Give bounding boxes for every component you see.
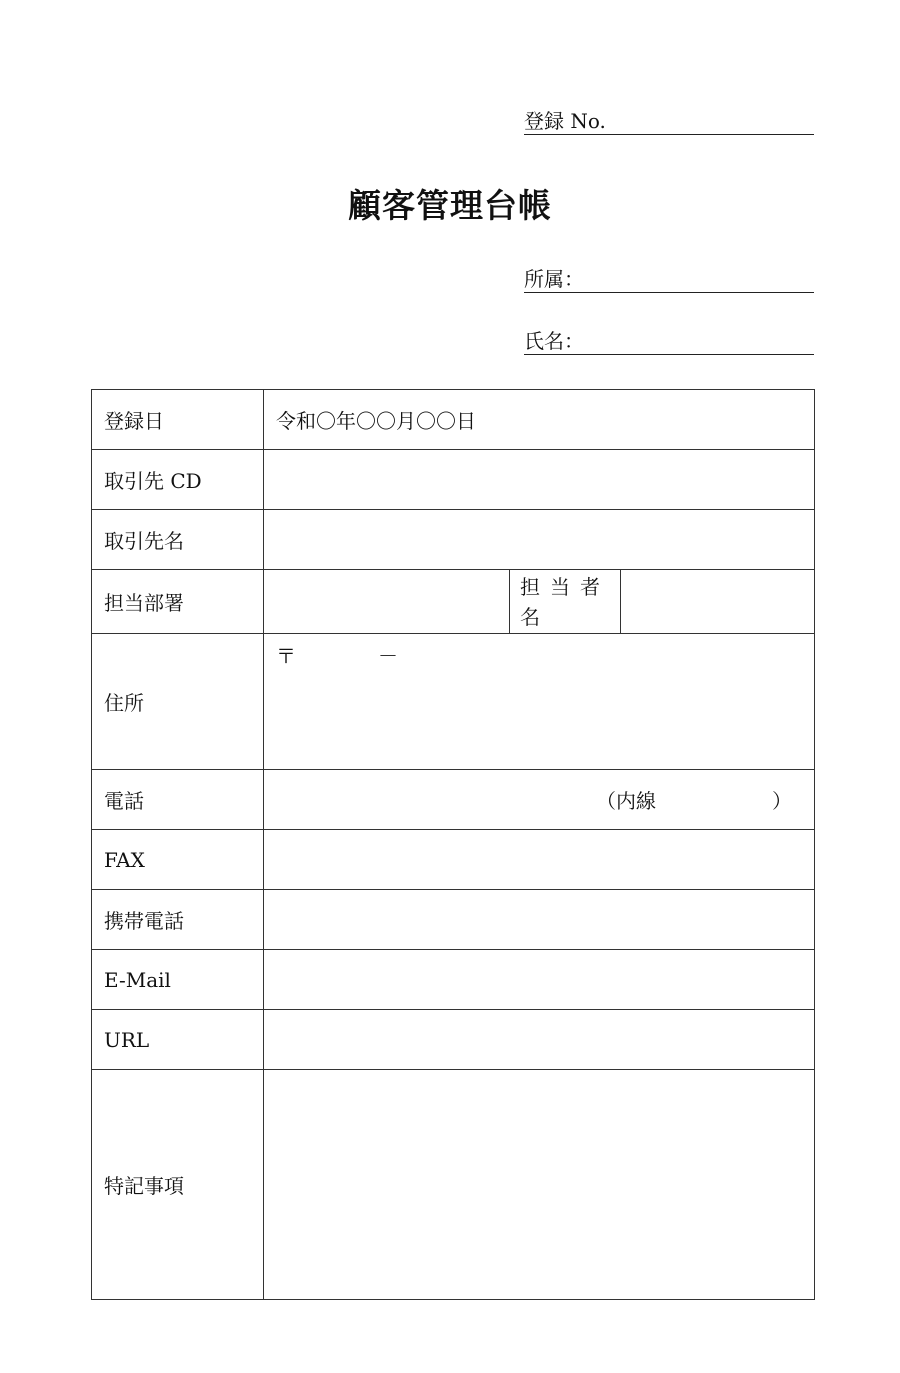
mobile-label: 携帯電話 bbox=[92, 890, 264, 950]
table-row bbox=[92, 570, 815, 634]
extension-close-label: ） bbox=[772, 789, 792, 813]
postal-mark: 〒 bbox=[276, 644, 296, 668]
notes-label: 特記事項 bbox=[92, 1070, 264, 1300]
postal-dash: － bbox=[378, 644, 398, 668]
name-label: 氏名： bbox=[524, 329, 584, 353]
extension-open-label: （内線 bbox=[596, 789, 656, 813]
fax-label: FAX bbox=[92, 830, 264, 890]
client-name-label: 取引先名 bbox=[92, 510, 264, 570]
affiliation-field[interactable] bbox=[524, 266, 814, 293]
phone-value[interactable] bbox=[264, 770, 815, 830]
table-row bbox=[92, 450, 815, 510]
url-label: URL bbox=[92, 1010, 264, 1070]
url-value[interactable] bbox=[264, 1010, 815, 1070]
table-row bbox=[92, 950, 815, 1010]
table-row bbox=[92, 510, 815, 570]
address-value[interactable] bbox=[264, 634, 815, 770]
email-label: E-Mail bbox=[92, 950, 264, 1010]
department-subtable bbox=[264, 570, 814, 633]
table-row bbox=[92, 390, 815, 450]
registration-date-label: 登録日 bbox=[92, 390, 264, 450]
table-row bbox=[92, 634, 815, 770]
table-row bbox=[92, 1070, 815, 1300]
table-row bbox=[92, 770, 815, 830]
department-value[interactable] bbox=[264, 570, 510, 633]
registration-no-label: 登録 No. bbox=[524, 109, 606, 133]
department-row-cells bbox=[264, 570, 815, 634]
client-cd-label: 取引先 CD bbox=[92, 450, 264, 510]
table-row bbox=[92, 890, 815, 950]
registration-no-field[interactable] bbox=[524, 108, 814, 135]
page-title: 顧客管理台帳 bbox=[348, 186, 552, 225]
registration-date-value[interactable]: 令和〇年〇〇月〇〇日 bbox=[264, 390, 815, 450]
phone-label: 電話 bbox=[92, 770, 264, 830]
client-name-value[interactable] bbox=[264, 510, 815, 570]
address-label: 住所 bbox=[92, 634, 264, 770]
department-label: 担当部署 bbox=[92, 570, 264, 634]
person-in-charge-label: 担当者名 bbox=[510, 570, 621, 633]
person-in-charge-value[interactable] bbox=[621, 570, 815, 633]
customer-ledger-table bbox=[91, 389, 815, 1300]
fax-value[interactable] bbox=[264, 830, 815, 890]
table-row bbox=[92, 830, 815, 890]
affiliation-label: 所属： bbox=[524, 267, 584, 291]
table-row bbox=[92, 1010, 815, 1070]
mobile-value[interactable] bbox=[264, 890, 815, 950]
name-field[interactable] bbox=[524, 328, 814, 355]
client-cd-value[interactable] bbox=[264, 450, 815, 510]
email-value[interactable] bbox=[264, 950, 815, 1010]
notes-value[interactable] bbox=[264, 1070, 815, 1300]
